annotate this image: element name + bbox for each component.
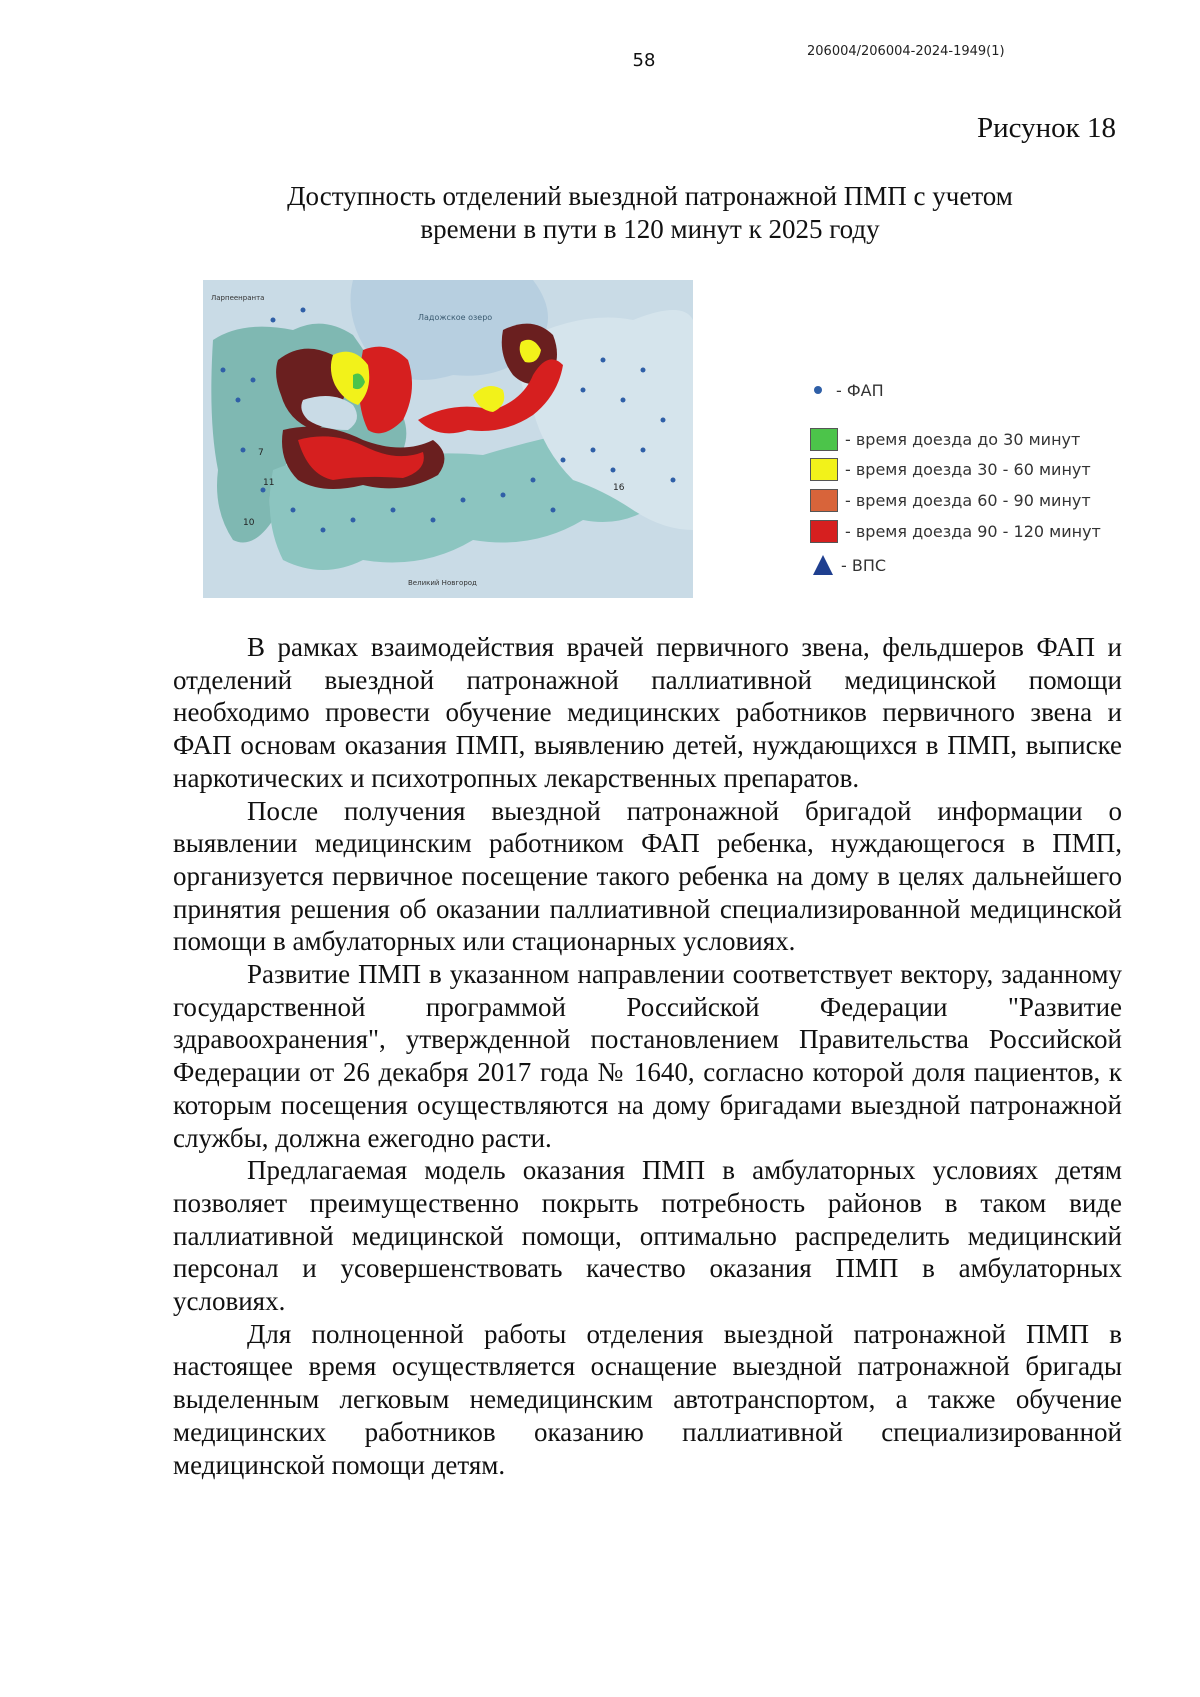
yellow-swatch-icon [810,458,838,481]
red-swatch-icon [810,520,838,543]
legend-item-60-90 [810,488,1091,512]
legend-label-90-120: - время доезда 90 - 120 минут [845,521,1101,541]
lake-label: Ладожское озеро [418,313,493,322]
paragraph-1: В рамках взаимодействия врачей первичного звена, фельдшеров ФАП и отделений выездной патронажной паллиативной медицинской помощи необходимо провести обучение медицинских работников первичного звена и ФАП основам оказания ПМП, выявлению детей, нуждающихся в ПМП, выписке наркотических и психотропных лекарственных препаратов. [173,632,1122,793]
paragraph-2: После получения выездной патронажной бригадой информации о выявлении медицинским работником ФАП ребенка, нуждающегося в ПМП, организуется первичное посещение такого ребенка на дому в целях дальнейшего принятия решения об оказании паллиативной специализированной медицинской помощи в амбулаторных или стационарных условиях. [173,795,1122,957]
legend-label-fap: - ФАП [836,380,884,400]
legend-label-30-60: - время доезда 30 - 60 минут [845,459,1091,479]
paragraph-5: Для полноценной работы отделения выездной патронажной ПМП в настоящее время осуществляется оснащение выездной патронажной бригады выделенным легковым немедицинским автотранспортом, а также обучение медицинских работников оказанию паллиативной специализированной медицинской помощи детям. [173,1318,1122,1480]
legend-label-30: - время доезда до 30 минут [845,429,1081,449]
vps-triangle-icon [813,555,833,575]
district-label-16: 16 [613,483,625,493]
body-text [173,631,1122,1481]
city-label-south: Великий Новгород [408,579,477,587]
legend-label-60-90: - время доезда 60 - 90 минут [845,490,1091,510]
figure-title-line-2: времени в пути в 120 минут к 2025 году [420,214,880,244]
district-label-11: 11 [263,478,275,488]
legend-label-vps: - ВПС [841,555,887,575]
district-label-7: 7 [258,448,264,458]
legend-item-30-60 [810,457,1091,481]
legend-item-30 [810,427,1080,451]
legend-item-vps [810,553,886,577]
paragraph-4: Предлагаемая модель оказания ПМП в амбулаторных условиях детям позволяет преимущественно покрыть потребность районов в таком виде паллиативной медицинской помощи, оптимально распределить медицинский персонал и усовершенствовать качество оказания ПМП в амбулаторных условиях. [173,1155,1122,1317]
figure-title-line-1: Доступность отделений выездной патронажной ПМП с учетом [287,181,1013,211]
page-number: 58 [632,50,656,71]
green-swatch-icon [810,428,838,451]
document-code: 206004/206004-2024-1949(1) [807,44,1005,59]
legend-item-90-120 [810,519,1101,543]
orange-swatch-icon [810,489,838,512]
fap-dot-icon [814,386,822,394]
district-label-10: 10 [243,518,255,528]
figure-label: Рисунок 18 [977,112,1116,144]
figure-title [200,180,1100,246]
legend-item-fap [810,378,884,402]
city-label-nw: Ларпеенранта [211,294,265,302]
paragraph-3: Развитие ПМП в указанном направлении соответствует вектору, заданному государственной программой Российской Федерации "Развитие здравоохранения", утвержденной постановлением Правительства Российской Федерации от 26 декабря 2017 года № 1640, согласно которой доля пациентов, к которым посещения осуществляются на дому бригадами выездной патронажной службы, должна ежегодно расти. [173,959,1122,1153]
